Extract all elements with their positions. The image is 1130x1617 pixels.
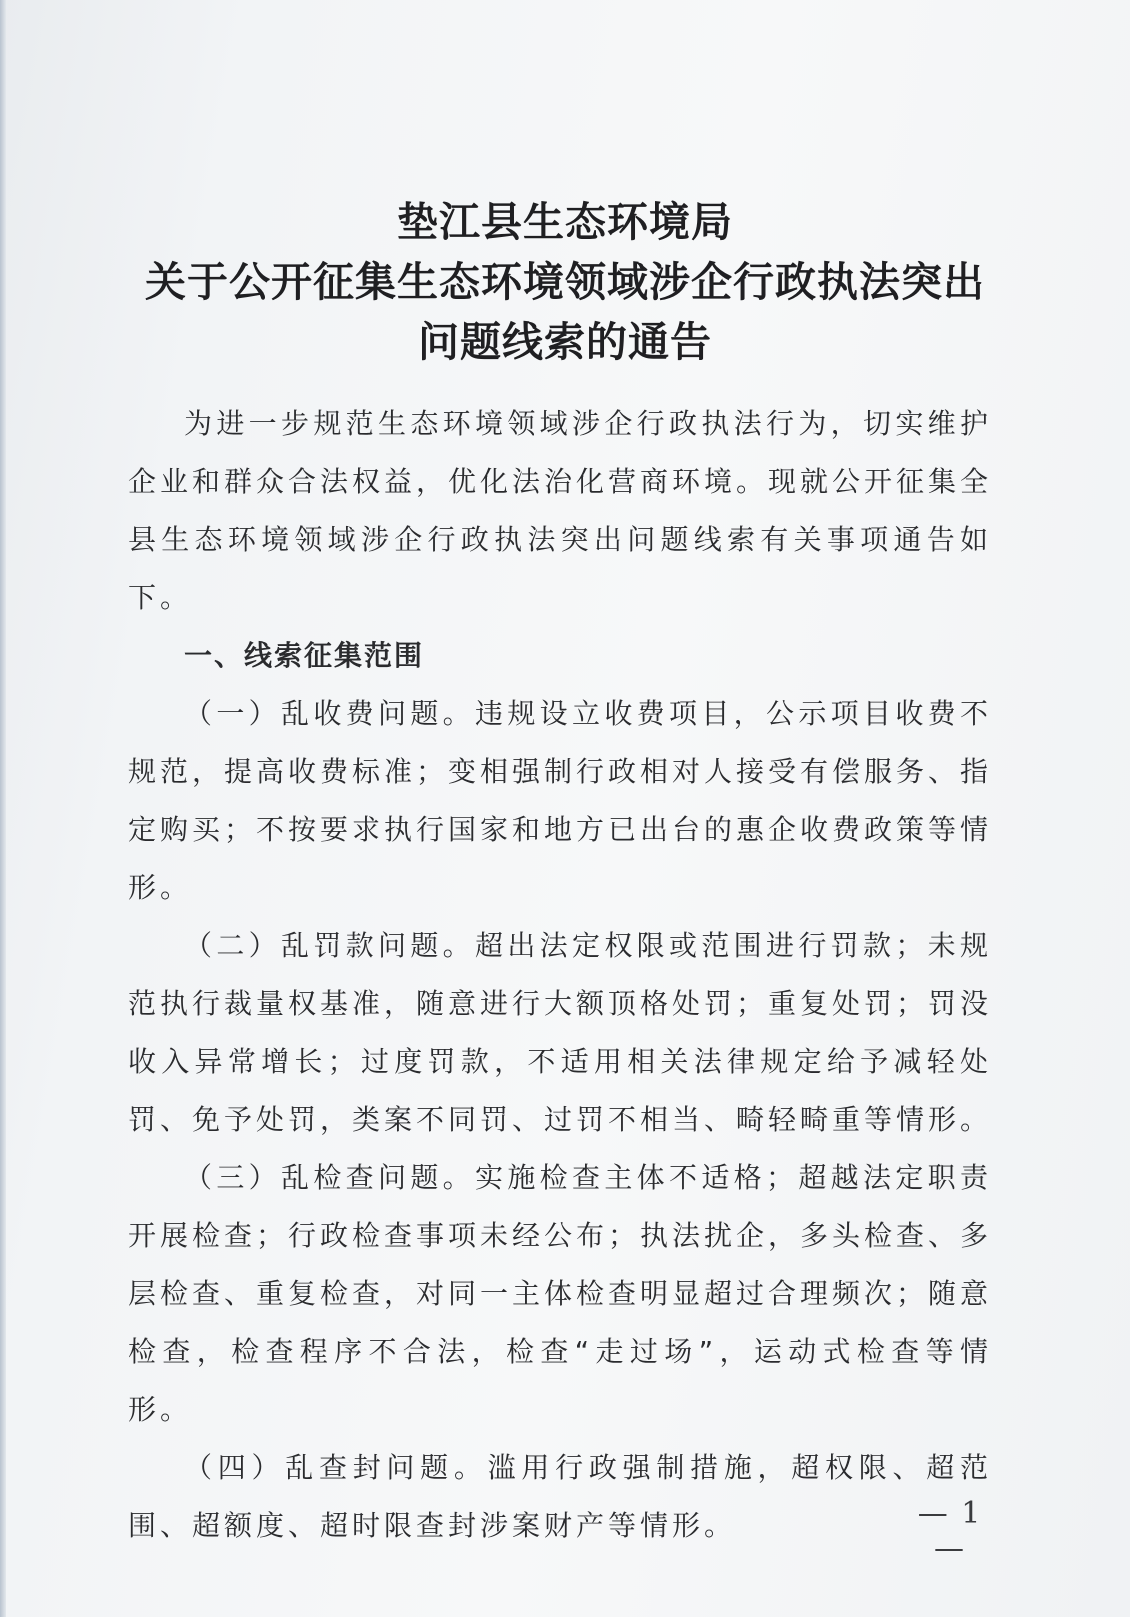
item-paragraph-3 (128, 1149, 992, 1439)
document-body (128, 395, 992, 1555)
title-line-2: 关于公开征集生态环境领域涉企行政执法突出 (145, 258, 985, 306)
item-text-1: 违规设立收费项目，公示项目收费不规范，提高收费标准；变相强制行政相对人接受有偿服务、指定购买；不按要求执行国家和地方已出台的惠企收费政策等情形。 (128, 697, 993, 904)
section-heading: 一、线索征集范围 (184, 639, 425, 672)
item-label-2: （二）乱罚款问题。 (184, 929, 475, 962)
item-text-2: 超出法定权限或范围进行罚款；未规范执行裁量权基准，随意进行大额顶格处罚；重复处罚；罚没收入异常增长；过度罚款，不适用相关法律规定给予减轻处罚、免予处罚，类案不同罚、过罚不相当、畸轻畸重等情形。 (128, 929, 993, 1136)
item-text-4: 滥用行政强制措施，超权限、超范围、超额度、超时限查封涉案财产等情形。 (128, 1451, 992, 1542)
item-text-3: 实施检查主体不适格；超越法定职责开展检查；行政检查事项未经公布；执法扰企，多头检查、多层检查、重复检查，对同一主体检查明显超过合理频次；随意检查，检查程序不合法，检查“走过场”，运动式检查等情形。 (128, 1161, 993, 1426)
title-line-1: 垫江县生态环境局 (397, 198, 733, 246)
item-label-1: （一）乱收费问题。 (184, 697, 475, 730)
page-number: — 1 — (917, 1496, 983, 1566)
item-label-4: （四）乱查封问题。 (184, 1451, 488, 1484)
item-paragraph-2 (128, 917, 992, 1149)
document-title (120, 192, 1010, 372)
item-label-3: （三）乱检查问题。 (184, 1161, 475, 1194)
page-edge-shadow (0, 0, 6, 1617)
item-paragraph-1 (128, 685, 992, 917)
intro-paragraph: 为进一步规范生态环境领域涉企行政执法行为，切实维护企业和群众合法权益，优化法治化营商环境。现就公开征集全县生态环境领域涉企行政执法突出问题线索有关事项通告如下。 (128, 407, 993, 614)
title-line-3: 问题线索的通告 (418, 318, 712, 366)
item-paragraph-4 (128, 1439, 992, 1555)
